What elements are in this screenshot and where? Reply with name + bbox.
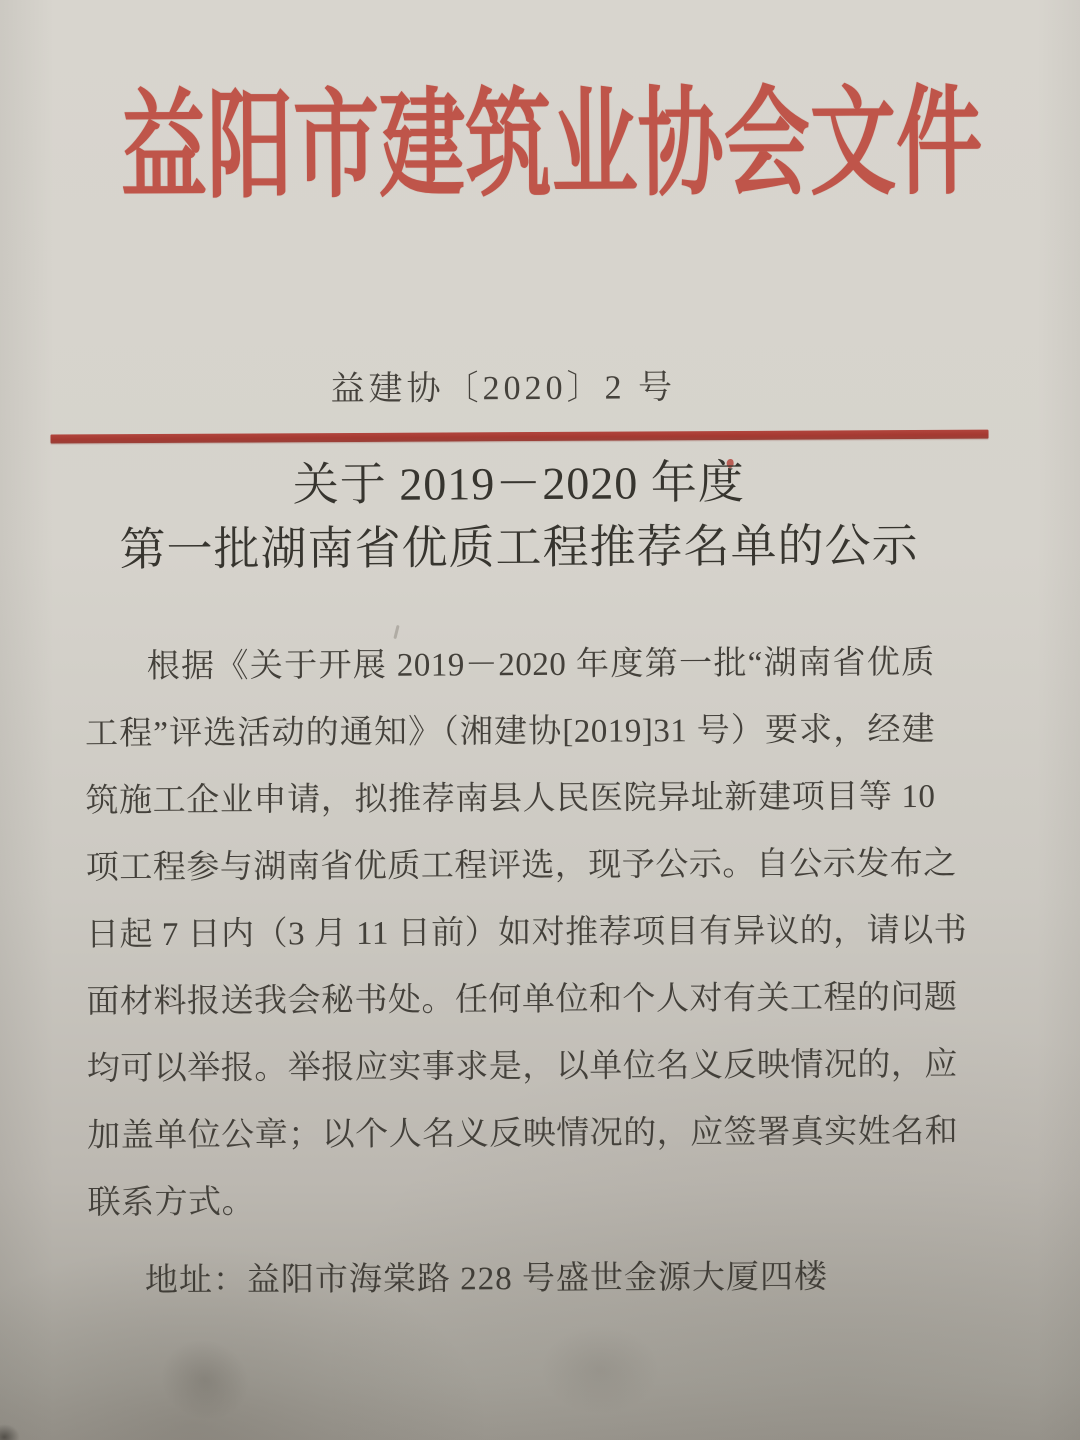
text-line: 面材料报送我会秘书处。任何单位和个人对有关工程的问题 — [86, 979, 958, 1021]
address-line: 地址：益阳市海棠路 228 号盛世金源大厦四楼 — [144, 1259, 829, 1300]
text-line: 根据《关于开展 2019－2020 年度第一批“湖南省优质 — [146, 644, 935, 686]
text-line: 关于 2019－2020 年度 — [292, 456, 745, 511]
text-line: 加盖单位公章；以个人名义反映情况的，应签署真实姓名和 — [87, 1113, 959, 1155]
text-line: 工程”评选活动的通知》（湘建协[2019]31 号）要求，经建 — [84, 711, 936, 753]
paper-corner-mark — [0, 1424, 20, 1440]
text-line: 均可以举报。举报应实事求是，以单位名义反映情况的，应 — [86, 1046, 958, 1088]
text-line: 联系方式。 — [87, 1184, 256, 1222]
text-line: 筑施工企业申请，拟推荐南县人民医院异址新建项目等 10 — [85, 778, 936, 820]
announcement-title — [0, 449, 1039, 582]
document-number: 益建协〔2020〕2 号 — [330, 369, 677, 409]
announcement-body-paragraph — [84, 630, 968, 1237]
text-line: 项工程参与湖南省优质工程评选，现予公示。自公示发布之 — [85, 845, 957, 887]
paper-smudge — [540, 1325, 660, 1415]
org-header-red-title: 益阳市建筑业协会文件 — [120, 77, 983, 214]
red-divider-rule — [50, 430, 988, 444]
text-line: 第一批湖南省优质工程推荐名单的公示 — [119, 520, 919, 576]
text-line: 日起 7 日内（3 月 11 日前）如对推荐项目有异议的，请以书 — [86, 912, 968, 954]
